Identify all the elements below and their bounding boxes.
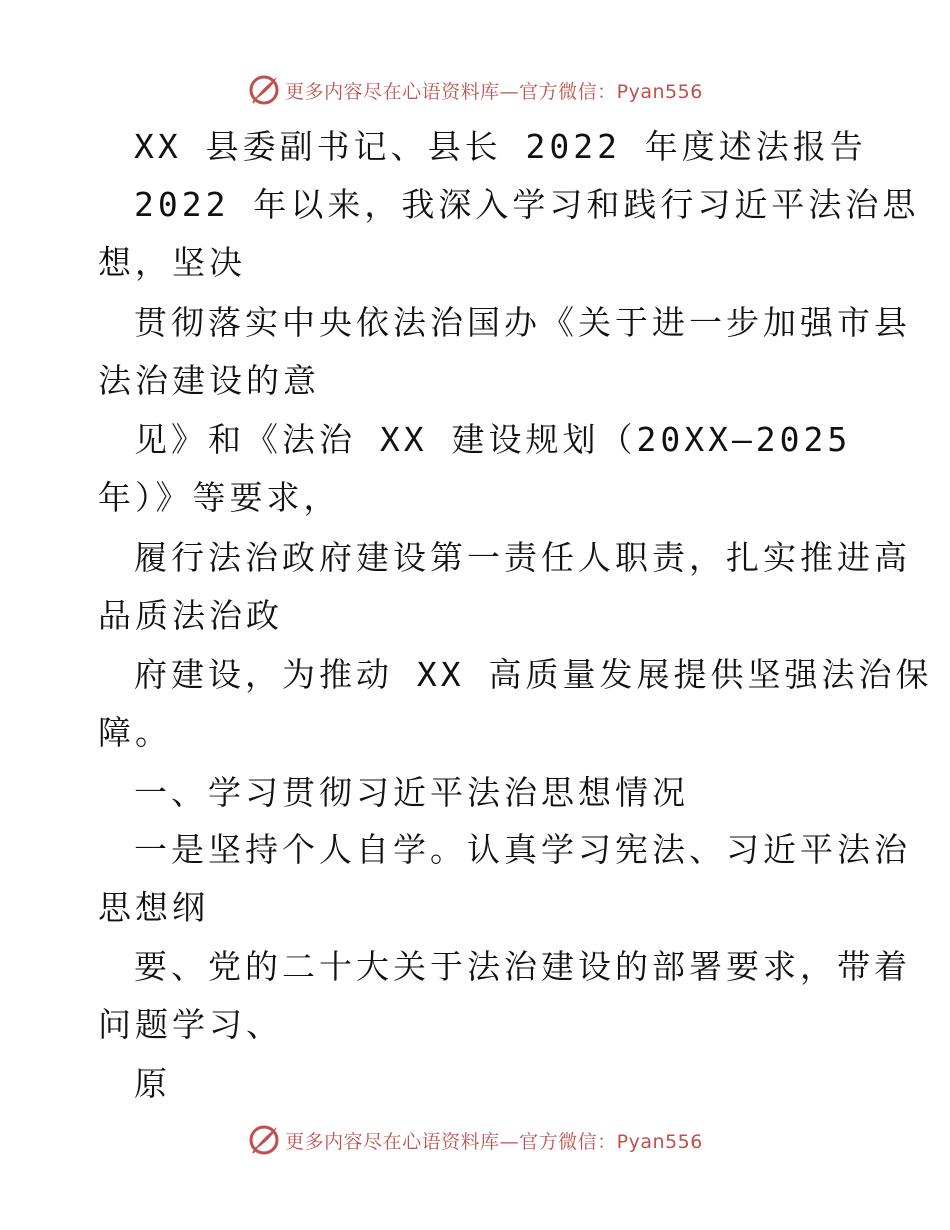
header-banner — [0, 70, 950, 110]
quill-logo-icon — [247, 73, 281, 107]
paragraph-line: 要、党的二十大关于法治建设的部署要求，带着 — [134, 947, 911, 986]
paragraph-line: 履行法治政府建设第一责任人职责，扎实推进高 — [134, 538, 911, 577]
paragraph-line: 原 — [134, 1064, 171, 1103]
paragraph-line: 思想纲 — [98, 888, 209, 927]
paragraph-line: 问题学习、 — [98, 1005, 283, 1044]
paragraph-line: 府建设，为推动 XX 高质量发展提供坚强法治保 — [134, 655, 933, 694]
paragraph-line: 法治建设的意 — [98, 361, 320, 400]
banner-text: 更多内容尽在心语资料库—官方微信：Pyan556 — [285, 80, 703, 103]
paragraph-line: 品质法治政 — [98, 596, 283, 635]
paragraph-line: 障。 — [98, 713, 172, 752]
paragraph-line: 贯彻落实中央依法治国办《关于进一步加强市县 — [134, 303, 911, 342]
paragraph-line: 2022 年以来，我深入学习和践行习近平法治思 — [134, 185, 920, 224]
wechat-id: Pyan556 — [616, 80, 703, 103]
paragraph-line: 年）》等要求， — [98, 478, 341, 517]
paragraph-line: 想，坚决 — [98, 243, 246, 282]
paragraph-line: 一是坚持个人自学。认真学习宪法、习近平法治 — [134, 830, 911, 869]
document-title: XX 县委副书记、县长 2022 年度述法报告 — [134, 127, 867, 166]
paragraph-line: 见》和《法治 XX 建设规划（20XX—2025 — [134, 420, 852, 459]
footer-banner — [0, 1120, 950, 1160]
quill-logo-icon — [247, 1123, 281, 1157]
banner-text: 更多内容尽在心语资料库—官方微信：Pyan556 — [285, 1130, 703, 1153]
section-heading: 一、学习贯彻习近平法治思想情况 — [134, 773, 689, 812]
wechat-id: Pyan556 — [616, 1130, 703, 1153]
